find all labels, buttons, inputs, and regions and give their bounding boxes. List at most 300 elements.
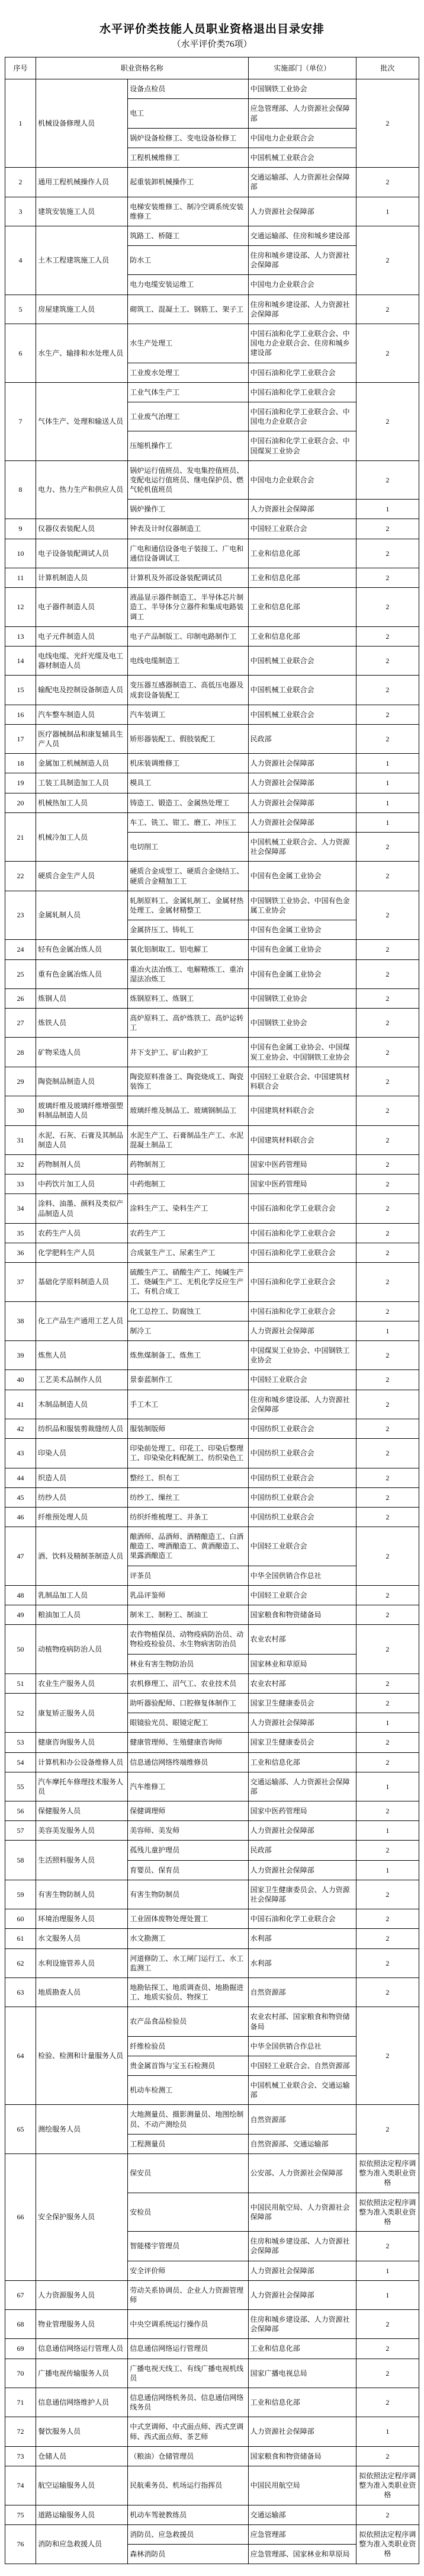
department-cell: 人力资源社会保障部 bbox=[248, 197, 356, 226]
category-cell: 航空运输服务人员 bbox=[36, 2466, 128, 2505]
row-number-cell: 72 bbox=[5, 2417, 36, 2446]
row-number-cell: 2 bbox=[5, 168, 36, 197]
row-number-cell: 48 bbox=[5, 1585, 36, 1605]
batch-cell: 1 bbox=[356, 2417, 419, 2446]
category-cell: 玻璃纤维及玻璃纤维增强塑料制品制造人员 bbox=[36, 1096, 128, 1125]
category-cell: 电子设备装配调试人员 bbox=[36, 539, 128, 568]
qualification-name-cell: 电力电缆安装运维工 bbox=[128, 275, 248, 295]
batch-cell: 2 bbox=[356, 1263, 419, 1302]
category-cell: 织造人员 bbox=[36, 1468, 128, 1487]
table-row bbox=[5, 295, 419, 324]
table-row bbox=[5, 1125, 419, 1154]
qualification-name-cell: 工程机械维修工 bbox=[128, 148, 248, 167]
department-cell: 中国机械工业联合会、交通运输部 bbox=[248, 2076, 356, 2105]
table-row bbox=[5, 676, 419, 705]
qualification-name-cell: 矫形器装配工、假肢装配工 bbox=[128, 724, 248, 753]
department-cell: 人力资源社会保障部 bbox=[248, 754, 356, 773]
table-row bbox=[5, 1419, 419, 1438]
category-cell: 土木工程建筑施工人员 bbox=[36, 226, 128, 295]
batch-cell: 2 bbox=[356, 1752, 419, 1772]
batch-cell: 2 bbox=[356, 2310, 419, 2339]
qualification-name-cell: 森林消防员 bbox=[128, 2544, 248, 2564]
category-cell: 美容美发服务人员 bbox=[36, 1821, 128, 1841]
qualification-name-cell: 消防员、应急救援员 bbox=[128, 2524, 248, 2544]
row-number-cell: 64 bbox=[5, 2007, 36, 2105]
batch-cell: 2 bbox=[356, 226, 419, 295]
department-cell: 中国石油和化学工业联合会 bbox=[248, 1223, 356, 1243]
qualification-name-cell: 设备点检员 bbox=[128, 79, 248, 99]
batch-cell: 2 bbox=[356, 1733, 419, 1752]
row-number-cell: 66 bbox=[5, 2154, 36, 2281]
table-row bbox=[5, 226, 419, 245]
category-cell: 化工产品生产通用工艺人员 bbox=[36, 1301, 128, 1340]
batch-cell: 2 bbox=[356, 1223, 419, 1243]
batch-cell: 2 bbox=[356, 1909, 419, 1929]
category-cell: 气体生产、处理和输送人员 bbox=[36, 382, 128, 460]
row-number-cell: 56 bbox=[5, 1801, 36, 1821]
qualification-name-cell: 中央空调系统运行操作员 bbox=[128, 2310, 248, 2339]
qualification-name-cell: 广电和通信设备电子装接工、广电和通信设备调试工 bbox=[128, 539, 248, 568]
batch-cell: 2 bbox=[356, 1038, 419, 1067]
batch-cell: 2 bbox=[356, 940, 419, 959]
department-cell: 人力资源社会保障部 bbox=[248, 500, 356, 519]
batch-cell: 2 bbox=[356, 1468, 419, 1487]
category-cell: 信息通信网络运行管理人员 bbox=[36, 2339, 128, 2359]
department-cell: 工业和信息化部 bbox=[248, 626, 356, 646]
department-cell: 中国轻工业联合会、中国建筑材料联合会 bbox=[248, 1067, 356, 1096]
row-number-cell: 37 bbox=[5, 1263, 36, 1302]
department-cell: 民政部 bbox=[248, 724, 356, 753]
batch-cell: 2 bbox=[356, 1419, 419, 1438]
batch-cell: 2 bbox=[356, 382, 419, 460]
header-no: 序号 bbox=[5, 57, 36, 79]
category-cell: 药物制剂人员 bbox=[36, 1154, 128, 1174]
row-number-cell: 23 bbox=[5, 891, 36, 940]
department-cell: 中国建筑材料联合会 bbox=[248, 1125, 356, 1154]
table-row bbox=[5, 988, 419, 1008]
batch-cell: 2 bbox=[356, 1341, 419, 1370]
batch-cell: 2 bbox=[356, 959, 419, 988]
row-number-cell: 65 bbox=[5, 2105, 36, 2154]
batch-cell: 2 bbox=[356, 1929, 419, 1948]
table-row bbox=[5, 519, 419, 539]
category-cell: 仓储人员 bbox=[36, 2446, 128, 2466]
batch-cell: 2 bbox=[356, 862, 419, 891]
department-cell: 交通运输部 bbox=[248, 2505, 356, 2524]
category-cell: 水生产、输排和水处理人员 bbox=[36, 324, 128, 383]
batch-cell: 2 bbox=[356, 1009, 419, 1038]
department-cell: 中国机械工业联合会 bbox=[248, 646, 356, 675]
department-cell: 中国机械工业联合会 bbox=[248, 148, 356, 167]
category-cell: 广播电视传输服务人员 bbox=[36, 2359, 128, 2388]
department-cell: 中国石油和化学工业联合会 bbox=[248, 1263, 356, 1302]
row-number-cell: 53 bbox=[5, 1733, 36, 1752]
table-row bbox=[5, 1673, 419, 1693]
row-number-cell: 44 bbox=[5, 1468, 36, 1487]
category-cell: 汽车整车制造人员 bbox=[36, 705, 128, 724]
department-cell: 应急管理部、人力资源社会保障部 bbox=[248, 99, 356, 128]
department-cell: 人力资源社会保障部 bbox=[248, 2280, 356, 2309]
table-row bbox=[5, 959, 419, 988]
department-cell: 中国机械工业联合会 bbox=[248, 676, 356, 705]
department-cell: 中国有色金属工业协会 bbox=[248, 940, 356, 959]
row-number-cell: 67 bbox=[5, 2280, 36, 2309]
department-cell: 中国有色金属工业协会 bbox=[248, 920, 356, 940]
qualification-name-cell: 眼镜验光员、眼镜定配工 bbox=[128, 1713, 248, 1733]
department-cell: 中国石油和化学工业联合会、中国电力企业联合会 bbox=[248, 402, 356, 431]
batch-cell: 拟依照法定程序调整为准入类职业资格 bbox=[356, 2193, 419, 2232]
qualification-name-cell: 铸造工、锻造工、金属热处理工 bbox=[128, 793, 248, 812]
batch-cell: 2 bbox=[356, 1693, 419, 1713]
table-row bbox=[5, 588, 419, 627]
qualification-name-cell: 农作物植保员、动物疫病防治员、动物检疫检验员、水生物病害防治员 bbox=[128, 1625, 248, 1654]
qualification-name-cell: 汽车维修工 bbox=[128, 1772, 248, 1801]
department-cell: 国家卫生健康委员会、人力资源社会保障部 bbox=[248, 1880, 356, 1909]
qualification-name-cell: 评茶员 bbox=[128, 1566, 248, 1585]
qualification-name-cell: 水文勘测工 bbox=[128, 1929, 248, 1948]
batch-cell: 2 bbox=[356, 324, 419, 383]
row-number-cell: 38 bbox=[5, 1301, 36, 1340]
category-cell: 建筑安装施工人员 bbox=[36, 197, 128, 226]
row-number-cell: 51 bbox=[5, 1673, 36, 1693]
category-cell: 人力资源服务人员 bbox=[36, 2280, 128, 2309]
qualification-name-cell: 纤维检验员 bbox=[128, 2036, 248, 2056]
batch-cell: 2 bbox=[356, 676, 419, 705]
table-row bbox=[5, 79, 419, 99]
category-cell: 纺织品和服装剪裁缝纫人员 bbox=[36, 1419, 128, 1438]
qualification-name-cell: 乳品评鉴师 bbox=[128, 1585, 248, 1605]
table-row bbox=[5, 324, 419, 363]
batch-cell: 2 bbox=[356, 891, 419, 940]
department-cell: 住房和城乡建设部、人力资源社会保障部 bbox=[248, 2232, 356, 2261]
department-cell: 国家中医药管理局 bbox=[248, 1801, 356, 1821]
table-row bbox=[5, 2524, 419, 2544]
department-cell: 国家林业和草原局 bbox=[248, 1654, 356, 1673]
department-cell: 人力资源社会保障部 bbox=[248, 2261, 356, 2280]
category-cell: 纺纱人员 bbox=[36, 1487, 128, 1507]
department-cell: 中国纺织工业联合会 bbox=[248, 1487, 356, 1507]
table-row bbox=[5, 1194, 419, 1223]
qualification-name-cell: 炼钢原料工、炼钢工 bbox=[128, 988, 248, 1008]
category-cell: 物业管理服务人员 bbox=[36, 2310, 128, 2339]
department-cell: 中国纺织工业联合会 bbox=[248, 1439, 356, 1468]
table-row bbox=[5, 460, 419, 500]
batch-cell: 拟依照法定程序调整为准入类职业资格 bbox=[356, 2466, 419, 2505]
table-row bbox=[5, 793, 419, 812]
batch-cell: 2 bbox=[356, 1487, 419, 1507]
header-batch: 批次 bbox=[356, 57, 419, 79]
table-row bbox=[5, 2310, 419, 2339]
batch-cell: 2 bbox=[356, 2505, 419, 2524]
qualification-name-cell: （粮油）仓储管理员 bbox=[128, 2446, 248, 2466]
qualification-name-cell: 电切削工 bbox=[128, 833, 248, 862]
qualification-name-cell: 起重装卸机械操作工 bbox=[128, 168, 248, 197]
qualification-name-cell: 计算机及外部设备装配调试员 bbox=[128, 568, 248, 588]
table-row bbox=[5, 1009, 419, 1038]
category-cell: 水文服务人员 bbox=[36, 1929, 128, 1948]
table-row bbox=[5, 1243, 419, 1262]
category-cell: 电子器件制造人员 bbox=[36, 588, 128, 627]
department-cell: 中国石油和化学工业联合会、中国煤炭工业协会 bbox=[248, 431, 356, 460]
category-cell: 房屋建筑施工人员 bbox=[36, 295, 128, 324]
category-cell: 硬质合金生产人员 bbox=[36, 862, 128, 891]
batch-cell: 2 bbox=[356, 1605, 419, 1625]
table-row bbox=[5, 1390, 419, 1419]
department-cell: 中国纺织工业联合会 bbox=[248, 1468, 356, 1487]
batch-cell: 1 bbox=[356, 2280, 419, 2309]
table-row bbox=[5, 1693, 419, 1713]
batch-cell: 2 bbox=[356, 1585, 419, 1605]
category-cell: 矿物采选人员 bbox=[36, 1038, 128, 1067]
qualification-table-body bbox=[5, 79, 419, 2564]
qualification-name-cell: 助听器验配师、口腔修复体制作工 bbox=[128, 1693, 248, 1713]
department-cell: 住房和城乡建设部、人力资源社会保障部 bbox=[248, 295, 356, 324]
row-number-cell: 3 bbox=[5, 197, 36, 226]
qualification-name-cell: 炼焦煤制备工、炼焦工 bbox=[128, 1341, 248, 1370]
qualification-name-cell: 农药生产工 bbox=[128, 1223, 248, 1243]
department-cell: 农业农村部 bbox=[248, 1673, 356, 1693]
department-cell: 自然资源部 bbox=[248, 2105, 356, 2134]
row-number-cell: 29 bbox=[5, 1067, 36, 1096]
table-row bbox=[5, 1880, 419, 1909]
table-row bbox=[5, 2446, 419, 2466]
table-row bbox=[5, 1370, 419, 1390]
batch-cell: 2 bbox=[356, 1801, 419, 1821]
qualification-name-cell: 防水工 bbox=[128, 246, 248, 275]
batch-cell: 1 bbox=[356, 793, 419, 812]
qualification-name-cell: 轧制原料工、金属轧制工、金属材热处理工、金属材精整工 bbox=[128, 891, 248, 920]
category-cell: 工艺美术品制作人员 bbox=[36, 1370, 128, 1390]
table-row bbox=[5, 724, 419, 753]
qualification-name-cell: 工业废水处理工 bbox=[128, 363, 248, 382]
row-number-cell: 57 bbox=[5, 1821, 36, 1841]
department-cell: 自然资源部、交通运输部 bbox=[248, 2134, 356, 2153]
category-cell: 水泥、石灰、石膏及其制品制造人员 bbox=[36, 1125, 128, 1154]
category-cell: 地质勘查人员 bbox=[36, 1977, 128, 2007]
batch-cell: 2 bbox=[356, 1096, 419, 1125]
table-row bbox=[5, 168, 419, 197]
department-cell: 人力资源社会保障部 bbox=[248, 812, 356, 832]
department-cell: 住房和城乡建设部、人力资源社会保障部 bbox=[248, 1390, 356, 1419]
category-cell: 计算机和办公设备维修人员 bbox=[36, 1752, 128, 1772]
category-cell: 仪器仪表装配人员 bbox=[36, 519, 128, 539]
qualification-name-cell: 车工、铣工、钳工、磨工、冲压工 bbox=[128, 812, 248, 832]
category-cell: 重有色金属冶炼人员 bbox=[36, 959, 128, 988]
table-row bbox=[5, 1929, 419, 1948]
department-cell: 国家粮食和物资储备局 bbox=[248, 1605, 356, 1625]
department-cell: 农业农村部 bbox=[248, 1625, 356, 1654]
batch-cell: 2 bbox=[356, 2105, 419, 2154]
row-number-cell: 21 bbox=[5, 812, 36, 862]
row-number-cell: 28 bbox=[5, 1038, 36, 1067]
department-cell: 中国电力企业联合会 bbox=[248, 128, 356, 148]
batch-cell: 2 bbox=[356, 1948, 419, 1977]
category-cell: 康复矫正服务人员 bbox=[36, 1693, 128, 1732]
category-cell: 炼钢人员 bbox=[36, 988, 128, 1008]
row-number-cell: 42 bbox=[5, 1419, 36, 1438]
category-cell: 陶瓷制品制造人员 bbox=[36, 1067, 128, 1096]
row-number-cell: 62 bbox=[5, 1948, 36, 1977]
row-number-cell: 26 bbox=[5, 988, 36, 1008]
category-cell: 水利设施管养人员 bbox=[36, 1948, 128, 1977]
qualification-name-cell: 锅炉运行值班员、发电集控值班员、变配电运行值班员、继电保护员、燃气轮机值班员 bbox=[128, 460, 248, 500]
category-cell: 计算机制造人员 bbox=[36, 568, 128, 588]
qualification-name-cell: 涂料生产工、染料生产工 bbox=[128, 1194, 248, 1223]
department-cell: 工业和信息化部 bbox=[248, 2388, 356, 2417]
table-row bbox=[5, 1585, 419, 1605]
batch-cell: 2 bbox=[356, 1243, 419, 1262]
row-number-cell: 11 bbox=[5, 568, 36, 588]
row-number-cell: 49 bbox=[5, 1605, 36, 1625]
batch-cell: 2 bbox=[356, 1175, 419, 1194]
qualification-name-cell: 电梯安装维修工、制冷空调系统安装维修工 bbox=[128, 197, 248, 226]
table-row bbox=[5, 1527, 419, 1566]
row-number-cell: 55 bbox=[5, 1772, 36, 1801]
batch-cell: 2 bbox=[356, 2339, 419, 2359]
table-row bbox=[5, 2417, 419, 2446]
category-cell: 生活照料服务人员 bbox=[36, 1841, 128, 1880]
row-number-cell: 32 bbox=[5, 1154, 36, 1174]
table-row bbox=[5, 1948, 419, 1977]
row-number-cell: 15 bbox=[5, 676, 36, 705]
batch-cell: 2 bbox=[356, 1301, 419, 1321]
batch-cell: 2 bbox=[356, 539, 419, 568]
department-cell: 国家中医药管理局 bbox=[248, 1175, 356, 1194]
department-cell: 工业和信息化部 bbox=[248, 568, 356, 588]
department-cell: 中国石油和化学工业联合会、中国电力企业联合会、住房和城乡建设部 bbox=[248, 324, 356, 363]
batch-cell: 2 bbox=[356, 1067, 419, 1096]
row-number-cell: 10 bbox=[5, 539, 36, 568]
row-number-cell: 46 bbox=[5, 1507, 36, 1527]
table-row bbox=[5, 1801, 419, 1821]
batch-cell: 拟依照法定程序调整为准入类职业资格 bbox=[356, 2154, 419, 2193]
category-cell: 餐饮服务人员 bbox=[36, 2417, 128, 2446]
table-row bbox=[5, 1038, 419, 1067]
qualification-name-cell: 育婴员、保育员 bbox=[128, 1860, 248, 1880]
category-cell: 测绘服务人员 bbox=[36, 2105, 128, 2154]
category-cell: 机械冷加工人员 bbox=[36, 812, 128, 862]
qualification-name-cell: 机床装调维修工 bbox=[128, 754, 248, 773]
table-row bbox=[5, 1263, 419, 1302]
qualification-name-cell: 玻璃纤维及制品工、玻璃钢制品工 bbox=[128, 1096, 248, 1125]
department-cell: 住房和城乡建设部、人力资源社会保障部 bbox=[248, 2310, 356, 2339]
batch-cell: 2 bbox=[356, 724, 419, 753]
batch-cell: 1 bbox=[356, 1860, 419, 1880]
department-cell: 中华全国供销合作总社 bbox=[248, 2036, 356, 2056]
qualification-name-cell: 有害生物防制员 bbox=[128, 1880, 248, 1909]
batch-cell: 2 bbox=[356, 568, 419, 588]
category-cell: 轻有色金属冶炼人员 bbox=[36, 940, 128, 959]
category-cell: 中药饮片加工人员 bbox=[36, 1175, 128, 1194]
department-cell: 中国有色金属工业协会 bbox=[248, 959, 356, 988]
table-row bbox=[5, 773, 419, 793]
category-cell: 炼焦人员 bbox=[36, 1341, 128, 1370]
batch-cell: 2 bbox=[356, 2232, 419, 2261]
qualification-name-cell: 砌筑工、混凝土工、钢筋工、架子工 bbox=[128, 295, 248, 324]
row-number-cell: 76 bbox=[5, 2524, 36, 2564]
table-row bbox=[5, 646, 419, 675]
department-cell: 交通运输部、人力资源社会保障部 bbox=[248, 168, 356, 197]
department-cell: 水利部 bbox=[248, 1929, 356, 1948]
row-number-cell: 6 bbox=[5, 324, 36, 383]
table-row bbox=[5, 1154, 419, 1174]
qualification-name-cell: 硫酸生产工、硝酸生产工、纯碱生产工、烧碱生产工、无机化学反应生产工、有机合成工 bbox=[128, 1263, 248, 1302]
row-number-cell: 13 bbox=[5, 626, 36, 646]
category-cell: 健康咨询服务人员 bbox=[36, 1733, 128, 1752]
department-cell: 中国轻工业联合会 bbox=[248, 1585, 356, 1605]
department-cell: 人力资源社会保障部 bbox=[248, 773, 356, 793]
qualification-name-cell: 钟表及计时仪器制造工 bbox=[128, 519, 248, 539]
table-row bbox=[5, 568, 419, 588]
qualification-name-cell: 工业固体废物处理处置工 bbox=[128, 1909, 248, 1929]
department-cell: 中国纺织工业联合会 bbox=[248, 1507, 356, 1527]
department-cell: 人力资源社会保障部 bbox=[248, 1821, 356, 1841]
row-number-cell: 61 bbox=[5, 1929, 36, 1948]
category-cell: 农药生产人员 bbox=[36, 1223, 128, 1243]
batch-cell: 1 bbox=[356, 754, 419, 773]
row-number-cell: 63 bbox=[5, 1977, 36, 2007]
qualification-name-cell: 信息通信网络终端维修员 bbox=[128, 1752, 248, 1772]
qualification-name-cell: 筑路工、桥隧工 bbox=[128, 226, 248, 245]
table-row bbox=[5, 1909, 419, 1929]
table-row bbox=[5, 1067, 419, 1096]
row-number-cell: 35 bbox=[5, 1223, 36, 1243]
row-number-cell: 41 bbox=[5, 1390, 36, 1419]
qualification-name-cell: 工业气体生产工 bbox=[128, 382, 248, 402]
batch-cell: 2 bbox=[356, 1439, 419, 1468]
batch-cell: 2 bbox=[356, 705, 419, 724]
row-number-cell: 58 bbox=[5, 1841, 36, 1880]
batch-cell: 2 bbox=[356, 1370, 419, 1390]
category-cell: 基础化学原料制造人员 bbox=[36, 1263, 128, 1302]
qualification-name-cell: 纺织纤维梳理工、并条工 bbox=[128, 1507, 248, 1527]
batch-cell: 2 bbox=[356, 1527, 419, 1586]
batch-cell: 1 bbox=[356, 1821, 419, 1841]
category-cell: 木制品制造人员 bbox=[36, 1390, 128, 1419]
qualification-name-cell: 水泥生产工、石膏制品生产工、水泥混凝土制品工 bbox=[128, 1125, 248, 1154]
department-cell: 中国石油和化学工业联合会 bbox=[248, 1243, 356, 1262]
qualification-name-cell: 模具工 bbox=[128, 773, 248, 793]
row-number-cell: 40 bbox=[5, 1370, 36, 1390]
department-cell: 人力资源社会保障部 bbox=[248, 793, 356, 812]
department-cell: 中国轻工业联合会 bbox=[248, 1370, 356, 1390]
department-cell: 中华全国供销合作总社 bbox=[248, 1566, 356, 1585]
qualification-name-cell: 压缩机操作工 bbox=[128, 431, 248, 460]
qualification-name-cell: 广播电视天线工、有线广播电视机线员 bbox=[128, 2359, 248, 2388]
qualification-name-cell: 机动车驾驶教练员 bbox=[128, 2505, 248, 2524]
qualification-name-cell: 服装制版师 bbox=[128, 1419, 248, 1438]
qualification-name-cell: 河道修防工、水工闸门运行工、水工监测工 bbox=[128, 1948, 248, 1977]
qualification-name-cell: 酿酒师、品酒师、酒精酿造工、白酒酿造工、啤酒酿造工、黄酒酿造工、果露酒酿造工 bbox=[128, 1527, 248, 1566]
category-cell: 检验、检测和计量服务人员 bbox=[36, 2007, 128, 2105]
category-cell: 农业生产服务人员 bbox=[36, 1673, 128, 1693]
row-number-cell: 30 bbox=[5, 1096, 36, 1125]
department-cell: 中国建筑材料联合会 bbox=[248, 1096, 356, 1125]
batch-cell: 1 bbox=[356, 773, 419, 793]
category-cell: 机械热加工人员 bbox=[36, 793, 128, 812]
batch-cell: 2 bbox=[356, 1625, 419, 1674]
qualification-name-cell: 手工木工 bbox=[128, 1390, 248, 1419]
table-row bbox=[5, 2105, 419, 2134]
qualification-name-cell: 劳动关系协调员、企业人力资源管理师 bbox=[128, 2280, 248, 2309]
qualification-name-cell: 保健调理师 bbox=[128, 1801, 248, 1821]
category-cell: 有害生物防制人员 bbox=[36, 1880, 128, 1909]
department-cell: 中国机械工业联合会、人力资源社会保障部 bbox=[248, 833, 356, 862]
batch-cell: 2 bbox=[356, 1977, 419, 2007]
department-cell: 中国有色金属工业协会、中国煤炭工业协会、中国钢铁工业协会 bbox=[248, 1038, 356, 1067]
qualification-name-cell: 锅炉操作工 bbox=[128, 500, 248, 519]
batch-cell: 2 bbox=[356, 833, 419, 862]
